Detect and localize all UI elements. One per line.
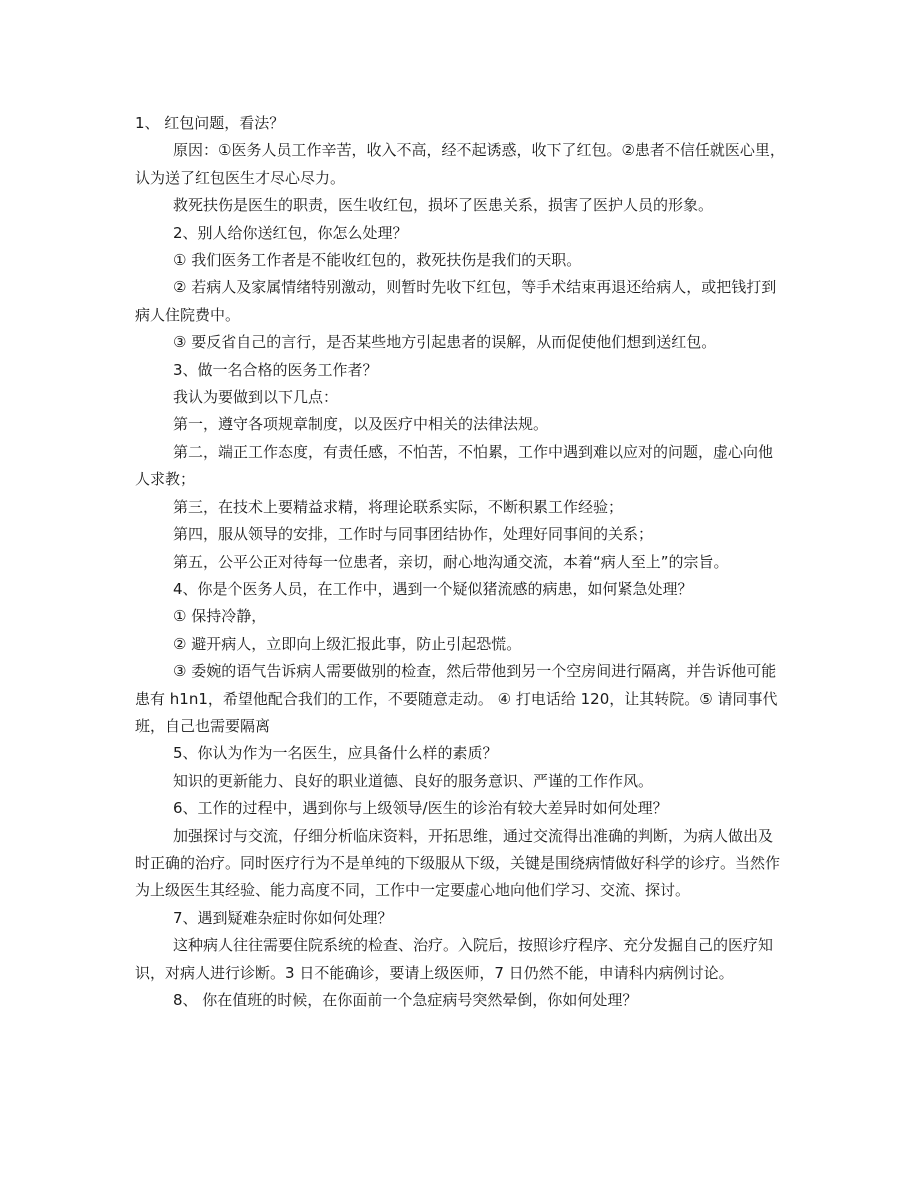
paragraph-q2-point2: ② 若病人及家属情绪特别激动，则暂时先收下红包，等手术结束再退还给病人，或把钱打到病人住院费中。 xyxy=(135,278,777,324)
paragraph-q7-answer: 这种病人往往需要住院系统的检查、治疗。入院后，按照诊疗程序、充分发掘自己的医疗知识，对病人进行诊断。3 日不能确诊，要请上级医师，7 日仍然不能，申请科内病例讨论。 xyxy=(135,936,774,982)
paragraph-q5-answer: 知识的更新能力、良好的职业道德、良好的服务意识、严谨的工作作风。 xyxy=(173,771,654,790)
paragraph-q2-point3: ③ 要反省自己的言行，是否某些地方引起患者的误解，从而促使他们想到送红包。 xyxy=(173,333,717,352)
heading-q1: 1、 红包问题，看法？ xyxy=(135,114,285,132)
paragraph-q4-point3: ③ 委婉的语气告诉病人需要做别的检查，然后带他到另一个空房间进行隔离，并告诉他可能患有 h1n1，希望他配合我们的工作，不要随意走动。 ④ 打电话给 120，让其转院。⑤ 请同事代班，自己也需要隔离 xyxy=(135,662,778,735)
document-body xyxy=(135,110,785,1014)
heading-q2: 2、别人给你送红包，你怎么处理？ xyxy=(173,223,408,242)
paragraph-q2-point1: ① 我们医务工作者是不能收红包的，救死扶伤是我们的天职。 xyxy=(173,251,582,270)
paragraph-q1-view: 救死扶伤是医生的职责，医生收红包，损坏了医患关系，损害了医护人员的形象。 xyxy=(173,196,714,215)
paragraph-q3-first: 第一，遵守各项规章制度，以及医疗中相关的法律法规。 xyxy=(173,415,549,434)
heading-q7: 7、遇到疑难杂症时你如何处理？ xyxy=(173,908,393,927)
paragraph-q3-fifth: 第五，公平公正对待每一位患者，亲切，耐心地沟通交流，本着“病人至上”的宗旨。 xyxy=(173,552,729,571)
paragraph-q1-reasons: 原因：①医务人员工作辛苦，收入不高，经不起诱惑，收下了红包。②患者不信任就医心里，认为送了红包医生才尽心尽力。 xyxy=(135,141,785,187)
paragraph-q3-second: 第二，端正工作态度，有责任感，不怕苦，不怕累，工作中遇到难以应对的问题，虚心向他人求教； xyxy=(135,442,774,489)
heading-q8: 8、 你在值班的时候，在你面前一个急症病号突然晕倒，你如何处理？ xyxy=(173,991,638,1009)
heading-q4: 4、你是个医务人员，在工作中，遇到一个疑似猪流感的病患，如何紧急处理？ xyxy=(173,579,693,598)
heading-q3: 3、做一名合格的医务工作者？ xyxy=(173,360,378,379)
paragraph-q4-point1: ① 保持冷静， xyxy=(173,607,267,626)
paragraph-q3-intro: 我认为要做到以下几点： xyxy=(173,388,339,407)
paragraph-q6-answer: 加强探讨与交流，仔细分析临床资料，开拓思维，通过交流得出准确的判断，为病人做出及时正确的治疗。同时医疗行为不是单纯的下级服从下级，关键是围绕病情做好科学的诊疗。当然作为上级医生其经验、能力高度不同，工作中一定要虚心地向他们学习、交流、探讨。 xyxy=(135,826,781,900)
paragraph-q3-fourth: 第四，服从领导的安排，工作时与同事团结协作，处理好同事间的关系； xyxy=(173,525,654,544)
paragraph-q4-point2: ② 避开病人，立即向上级汇报此事，防止引起恐慌。 xyxy=(173,634,522,653)
paragraph-q3-third: 第三，在技术上要精益求精，将理论联系实际，不断积累工作经验； xyxy=(173,497,624,516)
heading-q6: 6、工作的过程中，遇到你与上级领导/医生的诊治有较大差异时如何处理？ xyxy=(173,799,668,818)
heading-q5: 5、你认为作为一名医生，应具备什么样的素质？ xyxy=(173,744,498,763)
